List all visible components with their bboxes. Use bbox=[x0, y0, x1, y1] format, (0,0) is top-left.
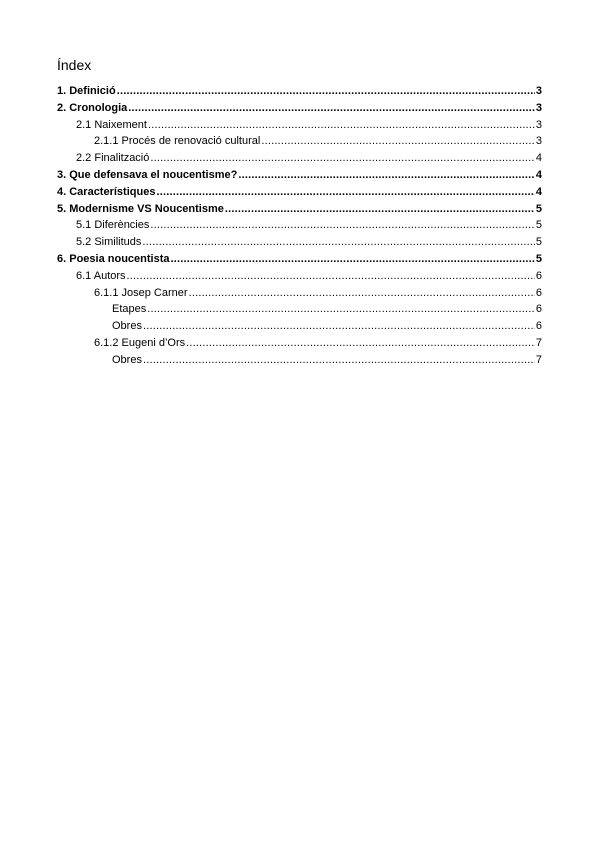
dot-leader bbox=[156, 185, 534, 200]
toc-entry[interactable] bbox=[57, 101, 542, 116]
toc-page-number: 3 bbox=[535, 85, 542, 97]
dot-leader bbox=[147, 302, 535, 317]
toc-entry-label: 4. Característiques bbox=[57, 186, 156, 198]
toc-entry-label: Obres bbox=[112, 320, 142, 332]
dot-leader bbox=[150, 151, 535, 166]
toc-entry-label: 3. Que defensava el noucentisme? bbox=[57, 169, 238, 181]
toc-title: Índex bbox=[57, 57, 92, 73]
toc-page-number: 3 bbox=[535, 102, 542, 114]
toc-page-number: 5 bbox=[535, 253, 542, 265]
dot-leader bbox=[186, 336, 535, 351]
dot-leader bbox=[128, 101, 535, 116]
dot-leader bbox=[148, 118, 535, 133]
toc-entry[interactable] bbox=[112, 302, 542, 317]
toc-page-number: 7 bbox=[535, 354, 542, 366]
toc-entry-label: 2.2 Finalització bbox=[76, 152, 150, 164]
dot-leader bbox=[143, 319, 535, 334]
toc-entry-label: 2.1.1 Procés de renovació cultural bbox=[94, 135, 261, 147]
toc-entry[interactable] bbox=[76, 235, 542, 250]
toc-page-number: 4 bbox=[535, 152, 542, 164]
toc-entry-label: 5.2 Similituds bbox=[76, 236, 142, 248]
dot-leader bbox=[170, 252, 534, 267]
toc-entry[interactable] bbox=[57, 252, 542, 267]
toc-entry-label: 6. Poesia noucentista bbox=[57, 253, 170, 265]
toc-page-number: 5 bbox=[535, 219, 542, 231]
toc-entry[interactable] bbox=[57, 202, 542, 217]
toc-page-number: 6 bbox=[535, 270, 542, 282]
toc-page-number: 3 bbox=[535, 135, 542, 147]
toc-entry[interactable] bbox=[76, 151, 542, 166]
toc-entry-label: 6.1.2 Eugeni d’Ors bbox=[94, 337, 186, 349]
toc-page-number: 7 bbox=[535, 337, 542, 349]
toc-entry[interactable] bbox=[57, 84, 542, 99]
toc-page-number: 5 bbox=[535, 203, 542, 215]
dot-leader bbox=[225, 202, 535, 217]
dot-leader bbox=[150, 218, 535, 233]
toc-entry-label: 5. Modernisme VS Noucentisme bbox=[57, 203, 224, 215]
dot-leader bbox=[117, 84, 535, 99]
toc-entry[interactable] bbox=[94, 286, 542, 301]
toc-entry[interactable] bbox=[76, 269, 542, 284]
toc-entry[interactable] bbox=[94, 336, 542, 351]
toc-entry-label: 2.1 Naixement bbox=[76, 119, 147, 131]
toc-entry[interactable] bbox=[112, 353, 542, 368]
toc-page-number: 6 bbox=[535, 287, 542, 299]
toc-page-number: 3 bbox=[535, 119, 542, 131]
toc-entry-label: 5.1 Diferències bbox=[76, 219, 150, 231]
dot-leader bbox=[142, 235, 534, 250]
toc-entry[interactable] bbox=[76, 118, 542, 133]
dot-leader bbox=[143, 353, 535, 368]
toc-entry-label: 1. Definició bbox=[57, 85, 116, 97]
toc-page-number: 6 bbox=[535, 303, 542, 315]
toc-page-number: 6 bbox=[535, 320, 542, 332]
dot-leader bbox=[189, 286, 535, 301]
toc-entry-label: 6.1 Autors bbox=[76, 270, 126, 282]
toc-entry[interactable] bbox=[57, 185, 542, 200]
toc-entry[interactable] bbox=[57, 168, 542, 183]
dot-leader bbox=[127, 269, 535, 284]
toc-entry-label: Etapes bbox=[112, 303, 147, 315]
toc-page-number: 4 bbox=[535, 186, 542, 198]
toc-entry[interactable] bbox=[112, 319, 542, 334]
dot-leader bbox=[238, 168, 535, 183]
toc-page-number: 4 bbox=[535, 169, 542, 181]
toc-entry-label: 6.1.1 Josep Carner bbox=[94, 287, 188, 299]
toc-entry[interactable] bbox=[76, 218, 542, 233]
toc-entry-label: 2. Cronologia bbox=[57, 102, 128, 114]
toc-entry[interactable] bbox=[94, 134, 542, 149]
toc-entry-label: Obres bbox=[112, 354, 142, 366]
dot-leader bbox=[261, 134, 535, 149]
toc-page-number: 5 bbox=[535, 236, 542, 248]
